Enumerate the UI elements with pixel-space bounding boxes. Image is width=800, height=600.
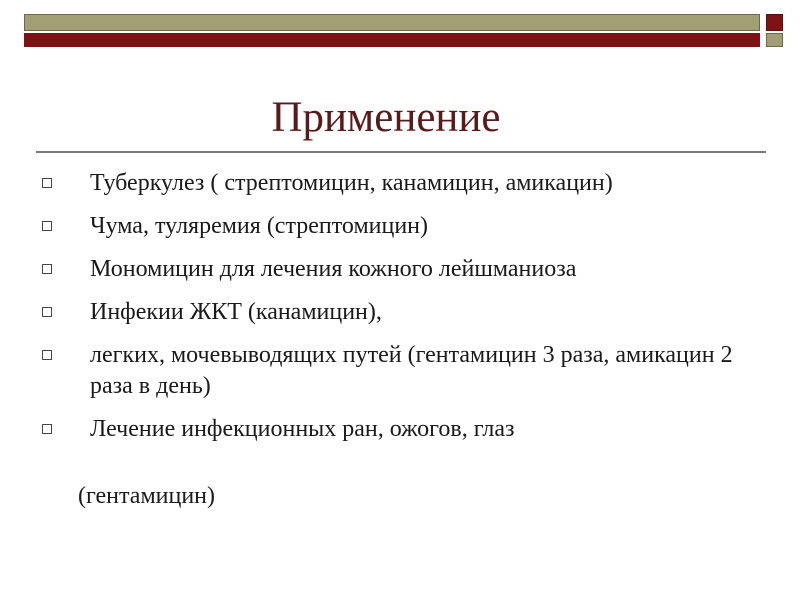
- list-item-text: легких, мочевыводящих путей (гентамицин 3 раза, амикацин 2 раза в день): [90, 342, 733, 399]
- slide-title-text: Применение: [271, 94, 501, 141]
- square-bullet-icon: [42, 350, 52, 360]
- square-bullet-icon: [42, 307, 52, 317]
- list-item-text: Лечение инфекционных ран, ожогов, глаз: [90, 416, 515, 442]
- list-item: [38, 254, 758, 285]
- square-bullet-icon: [42, 424, 52, 434]
- list-item: [38, 414, 758, 445]
- square-bullet-icon: [42, 178, 52, 188]
- list-item-text: Инфекии ЖКТ (канамицин),: [90, 299, 382, 325]
- square-bullet-icon: [42, 221, 52, 231]
- title-divider: [36, 151, 766, 153]
- header-bar-top: [24, 14, 760, 31]
- list-item: [38, 168, 758, 199]
- slide-title: [0, 92, 760, 144]
- list-item: [38, 340, 758, 402]
- list-item: [38, 297, 758, 328]
- square-bullet-icon: [42, 264, 52, 274]
- list-item-text: Чума, туляремия (стрептомицин): [90, 213, 429, 239]
- header-bar-bottom: [24, 33, 760, 47]
- list-item: [38, 211, 758, 242]
- continuation-text: (гентамицин): [78, 483, 216, 509]
- bullet-list: [38, 168, 758, 457]
- list-item-text: Туберкулез ( стрептомицин, канамицин, амикацин): [90, 170, 613, 196]
- corner-square-bottom: [766, 33, 783, 47]
- list-item-text: Мономицин для лечения кожного лейшманиоза: [90, 256, 577, 282]
- corner-square-top: [766, 14, 783, 31]
